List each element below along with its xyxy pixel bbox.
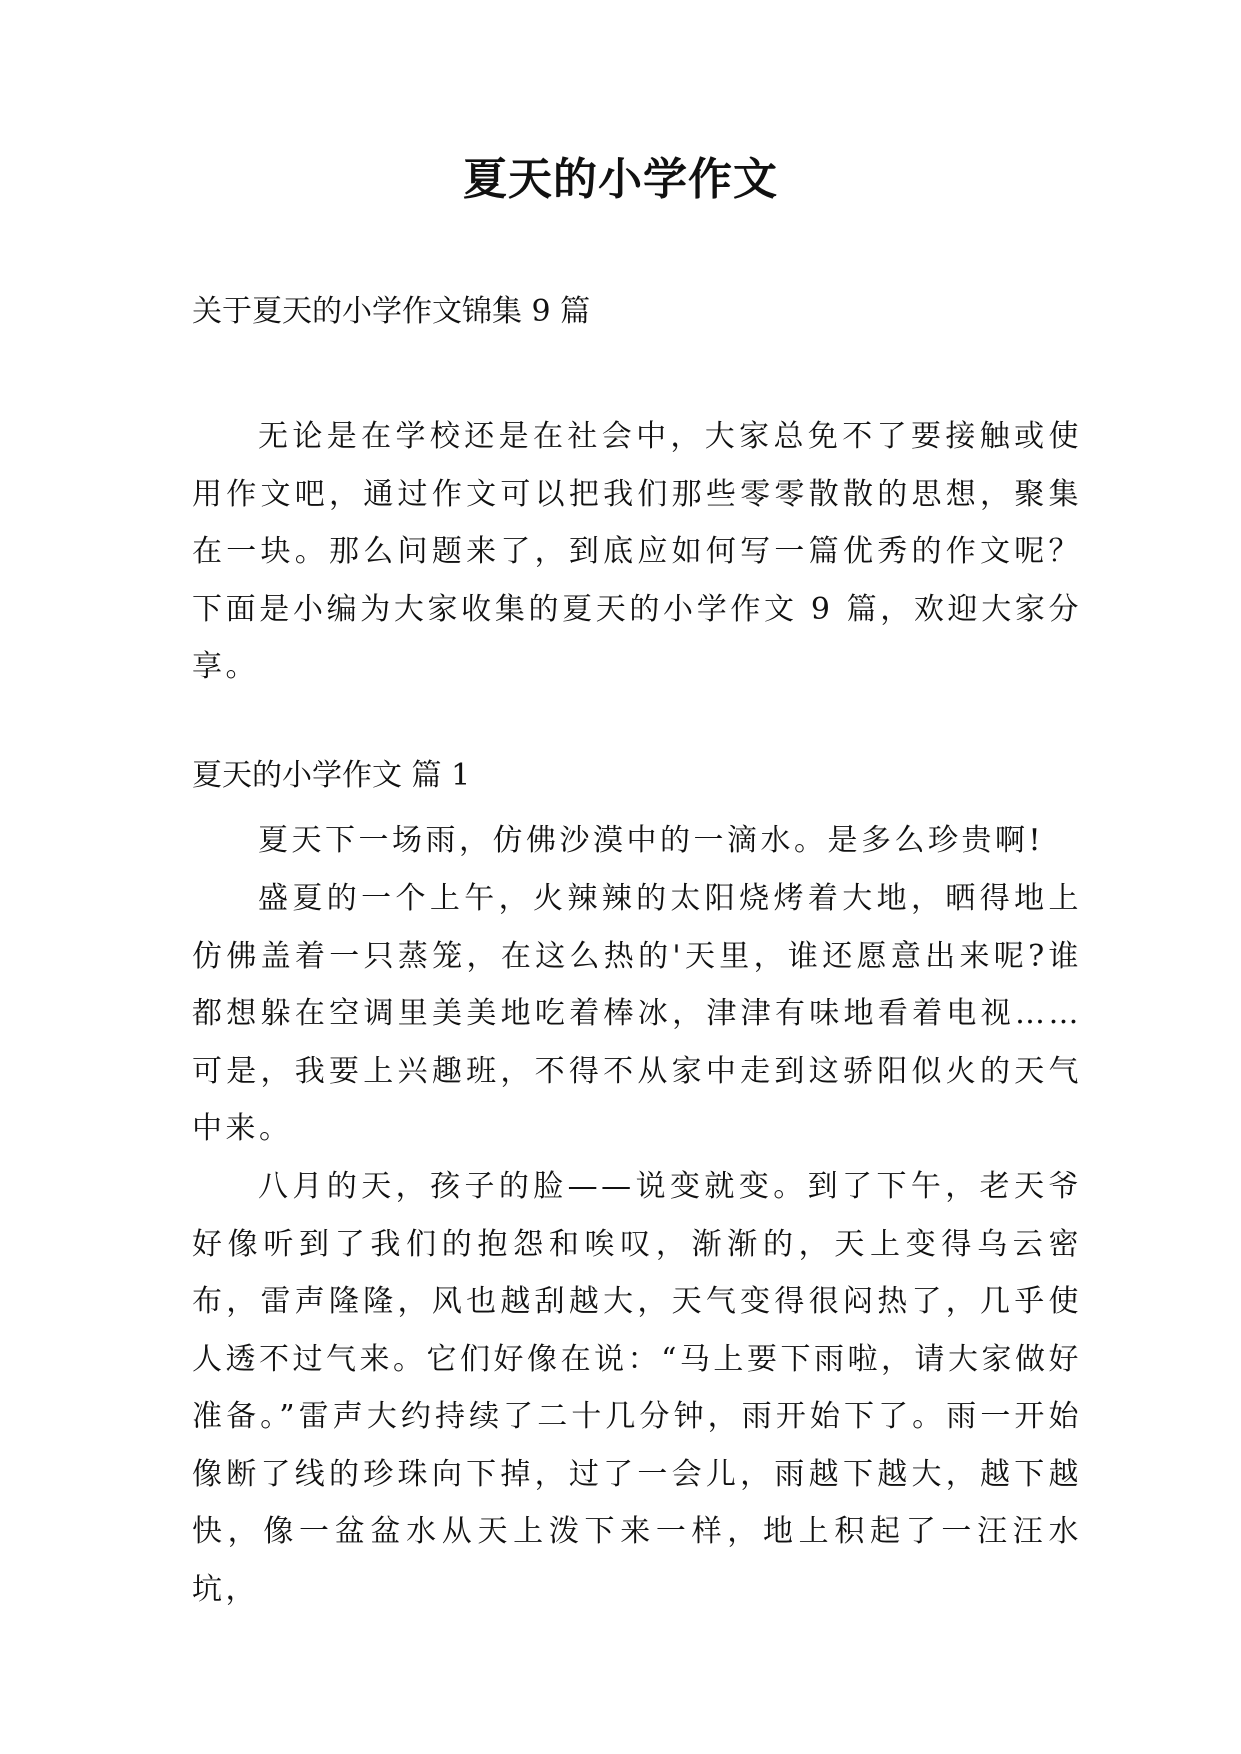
body-paragraph: 八月的天，孩子的脸——说变就变。到了下午，老天爷好像听到了我们的抱怨和唉叹，渐渐的，天上变得乌云密布，雷声隆隆，风也越刮越大，天气变得很闷热了，几乎使人透不过气来。它们好像在说：“马上要下雨啦，请大家做好准备。”雷声大约持续了二十几分钟，雨开始下了。雨一开始像断了线的珍珠向下掉，过了一会儿，雨越下越大，越下越快，像一盆盆水从天上泼下来一样，地上积起了一汪汪水坑， xyxy=(192,1169,1082,1607)
section-heading: 夏天的小学作文 篇 1 xyxy=(192,758,471,793)
body-paragraph: 盛夏的一个上午，火辣辣的太阳烧烤着大地，晒得地上仿佛盖着一只蒸笼，在这么热的'天里，谁还愿意出来呢?谁都想躲在空调里美美地吃着棒冰，津津有味地看着电视……可是，我要上兴趣班，不得不从家中走到这骄阳似火的天气中来。 xyxy=(192,881,1082,1146)
body-paragraph: 夏天下一场雨，仿佛沙漠中的一滴水。是多么珍贵啊! xyxy=(258,823,1045,858)
document-title: 夏天的小学作文 xyxy=(463,154,778,205)
document-subtitle: 关于夏天的小学作文锦集 9 篇 xyxy=(192,294,591,329)
intro-paragraph: 无论是在学校还是在社会中，大家总免不了要接触或使用作文吧，通过作文可以把我们那些零零散散的思想，聚集在一块。那么问题来了，到底应如何写一篇优秀的作文呢？下面是小编为大家收集的夏天的小学作文 9 篇，欢迎大家分享。 xyxy=(192,419,1082,684)
